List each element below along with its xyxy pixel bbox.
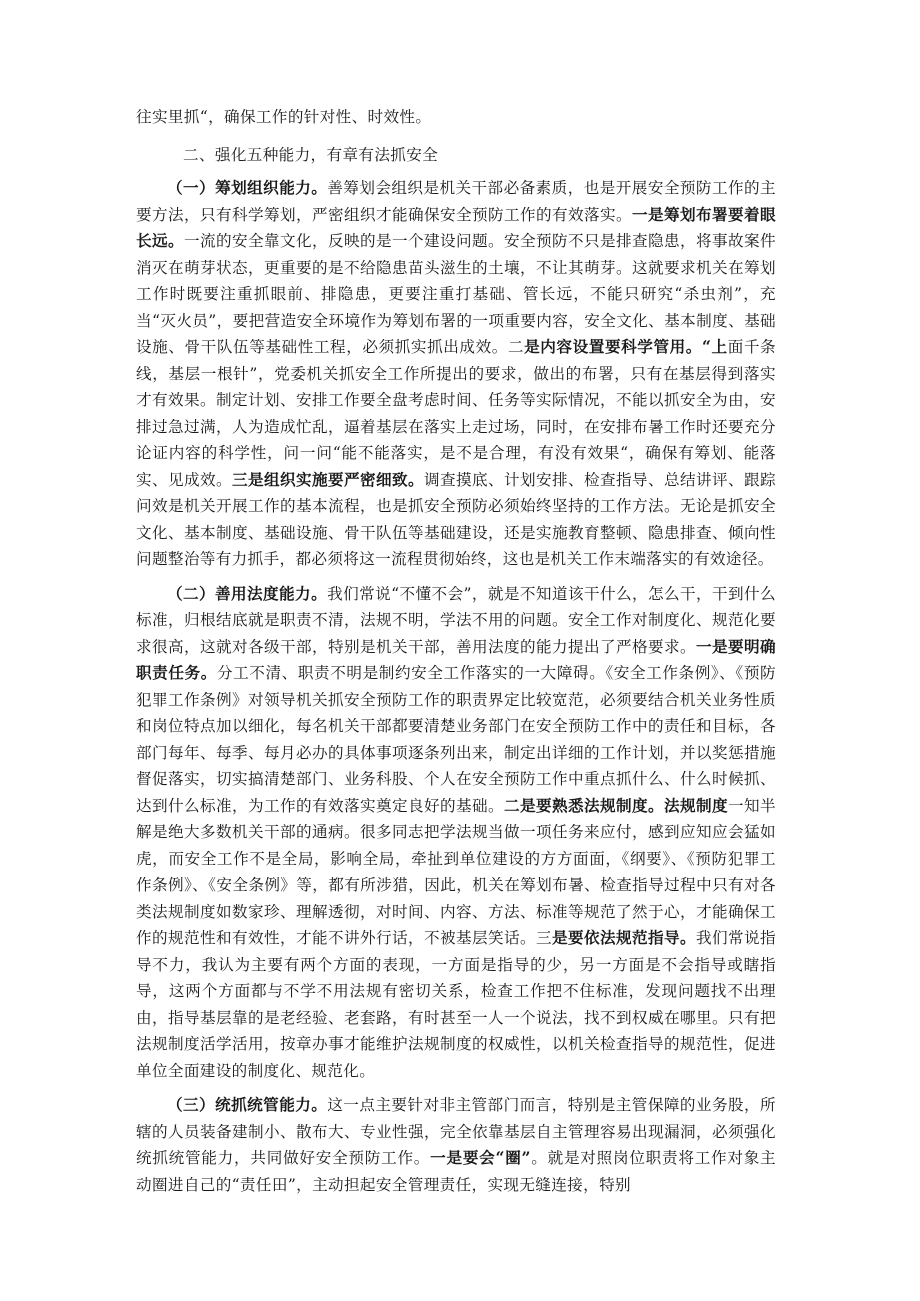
paragraph-lead: （一）筹划组织能力。: [167, 178, 328, 197]
bold-run: 是内容设置要科学管用。“上: [524, 337, 728, 356]
intro-tail-line: 往实里抓“，确保工作的针对性、时效性。: [136, 108, 432, 126]
text-run: 。就是对照岗位职责将工作对象主动圈进自己的“责任田”，主动担起安全管理责任，实现无缝连接，特别: [136, 1149, 776, 1194]
bold-run: 是要依法规范指导。: [552, 928, 697, 947]
bold-run: 一是要会“圈”: [430, 1148, 531, 1167]
text-run: 分工不清、职责不明是制约安全工作落实的一大障碍。《安全工作条例》、《预防犯罪工作条例》对领导机关抓安全预防工作的职责界定比较宽范，必须要结合机关业务性质和岗位特点加以细化，每名机关干部都要清楚业务部门在安全预防工作中的责任和目标，各部门每年、每季、每月必办的具体事项逐条列出来，制定出详细的工作计划，并以奖惩措施督促落实，切实搞清楚部门、业务科股、个人在安全预防工作中重点抓什么、什么时候抓、达到什么标准，为工作的有效落实奠定良好的基础。: [136, 664, 776, 815]
text-run: 这一点主要针对非主管部门而言，特别是主管保障的业务股，所辖的人员装备建制小、散布大、专业性强，完全依靠基层自主管理容易出现漏洞，必须强化统抓统管能力，共同做好安全预防工作。: [136, 1096, 776, 1167]
text-run: 我们常说指导不力，我认为主要有两个方面的表现，一方面是指导的少，另一方面是不会指导或瞎指导，这两个方面都与不学不用法规有密切关系，检查工作把不住标准，发现问题找不出理由，指导基层靠的是老经验、老套路，有时甚至一人一个说法，找不到权威在哪里。只有把法规制度活学活用，按章办事才能维护法规制度的权威性，以机关检查指导的规范性，促进单位全面建设的制度化、规范化。: [136, 929, 776, 1080]
paragraph-planning: [136, 175, 776, 573]
text-run: 调查摸底、计划安排、检查指导、总结讲评、跟踪问效是机关开展工作的基本流程，也是抓安全预防必须始终坚持的工作方法。无论是抓安全文化、基本制度、基础设施、骨干队伍等基础建设，还是实施教育整顿、隐患排查、倾向性问题整治等有力抓手，都必须将这一流程贯彻始终，这也是机关工作末端落实的有效途径。: [136, 470, 776, 568]
text-run: 一流的安全靠文化，反映的是一个建设问题。安全预防不只是排查隐患，将事故案件消灭在萌芽状态，更重要的是不给隐患苗头滋生的土壤，不让其萌芽。这就要求机关在筹划工作时既要注重抓眼前、排隐患，更要注重打基础、管长远，不能只研究“杀虫剂”，充当“灭火员”，要把营造安全环境作为筹划布署的一项重要内容，安全文化、基本制度、基础设施、骨干队伍等基础性工程，必须抓实抓出成效。二: [136, 232, 776, 356]
bold-run: 一是要明确职责任务。: [136, 636, 776, 682]
paragraph-regulations: [136, 581, 776, 1085]
paragraph-lead: （三）统抓统管能力。: [167, 1095, 328, 1114]
text-run: 善筹划会组织是机关干部必备素质，也是开展安全预防工作的主要方法，只有科学筹划，严密组织才能确保安全预防工作的有效落实。: [136, 179, 776, 224]
text-run: 面千条线，基层一根针”，党委机关抓安全工作所提出的要求，做出的布署，只有在基层得到落实才有效果。制定计划、安排工作要全盘考虑时间、任务等实际情况，不能以抓安全为由，安排过急过满，人为造成忙乱，逼着基层在落实上走过场，同时，在安排布暑工作时还要充分论证内容的科学性，问一问“能不能落实，是不是合理，有没有效果“，确保有筹划、能落实、见成效。: [136, 338, 776, 489]
paragraph-lead: （二）善用法度能力。: [167, 583, 328, 603]
bold-run: 二是要熟悉法规制度。法规制度: [504, 795, 729, 815]
document-page: [136, 104, 776, 1198]
paragraph-coordination: [136, 1092, 776, 1198]
bold-run: 三是组织实施要严密细致。: [232, 469, 425, 489]
section-heading: 二、强化五种能力，有章有法抓安全: [183, 145, 439, 164]
text-run: 一知半解是绝大多数机关干部的通病。很多同志把学法规当做一项任务来应付，感到应知应会猛如虎，而安全工作不是全局，影响全局，牵扯到单位建设的方方面面，《纲要》、《预防犯罪工作条例》、《安全条例》等，都有所涉猎，因此，机关在筹划布暑、检查指导过程中只有对各类法规制度如数家珍、理解透彻，对时间、内容、方法、标准等规范了然于心，才能确保工作的规范性和有效性，才能不讲外行话，不被基层笑话。三: [136, 796, 776, 947]
bold-run: 一是筹划布署要着眼长远。: [136, 204, 776, 250]
text-run: 我们常说“不懂不会”，就是不知道该干什么，怎么干，干到什么标准，归根结底就是职责不清，法规不明，学法不用的问题。安全工作对制度化、规范化要求很高，这就对各级干部，特别是机关干部，善用法度的能力提出了严格要求。: [136, 584, 776, 656]
